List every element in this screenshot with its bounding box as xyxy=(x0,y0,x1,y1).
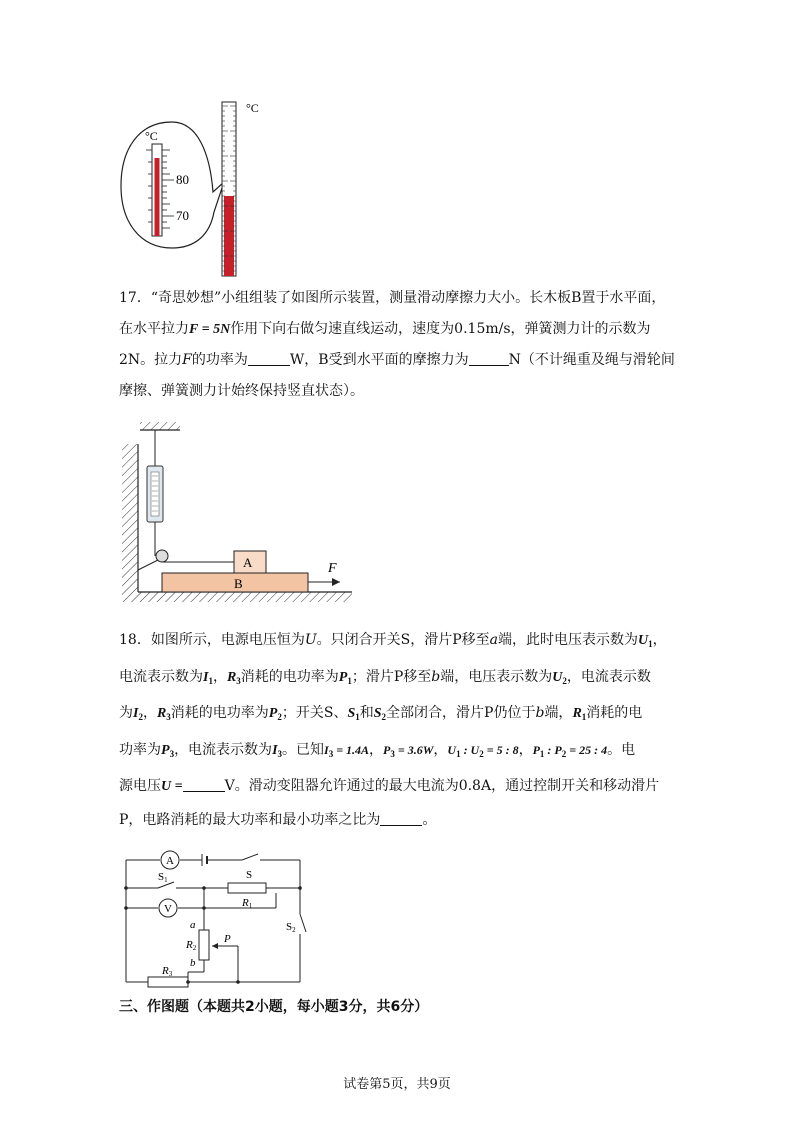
q18-given-P3-sub: 3 xyxy=(390,748,395,759)
q18-U1-sub: 1 xyxy=(648,639,653,649)
q18-I1-sub: 1 xyxy=(208,675,213,686)
q18-ratio-P-sub: 1 xyxy=(539,748,545,759)
q18-given-I3-val: = 1.4A xyxy=(333,742,370,757)
q18-given-P3: P xyxy=(383,742,391,757)
R3-label: R3 xyxy=(162,965,173,978)
question-18 xyxy=(119,624,679,836)
q18-S1-sub: 1 xyxy=(355,712,360,722)
q18-I1: I xyxy=(203,669,209,685)
q18-end-a: a xyxy=(489,632,499,648)
circuit-figure xyxy=(118,846,318,988)
q18-R3: R xyxy=(226,669,237,685)
q18-l4d: 。电 xyxy=(607,741,636,758)
q18-given-P3-val: = 3.6W xyxy=(394,742,434,757)
ammeter-label: A xyxy=(166,855,174,867)
switch-S1-label: S1 xyxy=(158,871,168,884)
q18-S1: S xyxy=(347,706,356,721)
q18-R3b-sub: 3 xyxy=(166,712,171,722)
q17-blank-power[interactable] xyxy=(248,351,290,366)
q18-l4a: 功率为 xyxy=(119,741,161,758)
q18-P1: P xyxy=(338,669,348,685)
q17-line2b: 作用下向右做匀速直线运动，速度为0.15m/s，弹簧测力计的示数为 xyxy=(230,321,651,337)
q18-l1a: ．如图所示，电源电压恒为 xyxy=(136,632,305,648)
q17-blank-friction[interactable] xyxy=(469,351,509,366)
q18-ratio-P: P xyxy=(532,742,540,757)
q18-comma2: ， xyxy=(433,741,448,758)
q18-end-b: b xyxy=(431,668,441,685)
q18-I2-sub: 2 xyxy=(138,712,143,722)
page-footer: 试卷第5页，共9页 xyxy=(343,1077,451,1092)
q18-l2f: ，电流表示数 xyxy=(566,668,651,685)
slider-P-label: P xyxy=(224,933,231,945)
end-b-label: b xyxy=(190,957,196,969)
q18-given-I3: I xyxy=(324,742,329,757)
q18-U2-sub: 2 xyxy=(562,675,567,686)
friction-apparatus-figure xyxy=(118,420,358,612)
q18-l3d: ；开关S、 xyxy=(281,705,348,721)
q18-R1-sub: 1 xyxy=(581,712,587,722)
q18-number: 18 xyxy=(119,632,137,648)
q18-U1: U xyxy=(638,633,649,648)
q18-given-I3-sub: 3 xyxy=(328,748,334,759)
q18-l2b: ， xyxy=(212,668,227,685)
q18-U2: U xyxy=(552,669,563,685)
q18-ratio-P-mid: : P xyxy=(544,742,562,757)
q18-l5a: 源电压 xyxy=(119,778,161,794)
q17-line1: ．“奇思妙想”小组组装了如图所示装置，测量滑动摩擦力大小。长木板B置于水平面， xyxy=(136,290,666,306)
q18-l1d: ， xyxy=(652,632,667,648)
q18-S2-sub: 2 xyxy=(381,712,387,722)
q17-number: 17 xyxy=(119,290,137,306)
q17-line4: 摩擦、弹簧测力计始终保持竖直状态）。 xyxy=(119,383,364,399)
q18-P2: P xyxy=(268,706,278,721)
switch-S2-label: S2 xyxy=(286,921,296,934)
switch-S-label: S xyxy=(246,869,253,881)
q18-P2-sub: 2 xyxy=(277,712,282,722)
q18-end-b2: b xyxy=(535,705,545,721)
q18-I2: I xyxy=(133,706,139,721)
q18-l4c: 。已知 xyxy=(282,741,325,758)
q18-l6b: 。 xyxy=(422,811,437,828)
section-3-heading: 三、作图题（本题共2小题，每小题3分，共6分） xyxy=(119,999,429,1015)
q18-R1: R xyxy=(572,706,582,721)
q18-P3-sub: 3 xyxy=(169,748,175,759)
q17-line3b: 的功率为 xyxy=(191,352,248,368)
q18-l2a: 电流表示数为 xyxy=(119,668,203,685)
q18-I3: I xyxy=(272,742,278,758)
q17-F: F xyxy=(182,352,192,368)
thermometer-unit: °C xyxy=(246,101,259,115)
q17-line3d: N（不计绳重及绳与滑轮间 xyxy=(508,352,675,368)
q18-comma3: ， xyxy=(518,741,533,758)
q18-l3f: 端， xyxy=(544,705,573,721)
q18-comma1: ， xyxy=(369,741,384,758)
q18-S2: S xyxy=(373,706,382,721)
force-F-label: F xyxy=(328,561,337,576)
q18-l6a: P，电路消耗的最大功率和最小功率之比为 xyxy=(119,811,381,828)
q18-l2d: ；滑片P移至 xyxy=(351,668,432,685)
q18-ratio-U-mid: : U xyxy=(460,742,480,757)
q18-R3-sub: 3 xyxy=(236,675,241,686)
q17-line3a: 2N。拉力 xyxy=(119,352,183,368)
q18-l1b: 。只闭合开关S，滑片P移至 xyxy=(316,632,490,648)
q18-l1c: 端，此时电压表示数为 xyxy=(498,632,639,648)
end-a-label: a xyxy=(190,919,196,931)
q17-line3c: W，B受到水平面的摩擦力为 xyxy=(289,352,469,368)
q18-l3a: 为 xyxy=(119,705,133,721)
zoom-tick-70: 70 xyxy=(176,208,189,223)
q17-line2a: 在水平拉力 xyxy=(119,321,189,337)
R1-label: R1 xyxy=(242,897,253,910)
q18-ratio-U: U xyxy=(447,742,457,757)
voltmeter-label: V xyxy=(164,903,172,915)
q18-I3-sub: 3 xyxy=(277,748,283,759)
question-17 xyxy=(119,283,679,407)
q18-P3: P xyxy=(161,742,170,758)
q18-ratio-P-sub2: 2 xyxy=(561,748,567,759)
q18-and: 和 xyxy=(359,705,374,721)
q18-l3b: ， xyxy=(142,705,157,721)
q18-l3g: 消耗的电 xyxy=(586,705,643,721)
board-B-label: B xyxy=(234,576,243,591)
q18-ratio-U-sub2: 2 xyxy=(479,748,484,759)
q18-ratio-P-val: = 25 : 4 xyxy=(566,742,608,757)
q18-l2c: 消耗的电功率为 xyxy=(240,668,339,685)
zoom-unit: °C xyxy=(145,129,158,143)
q18-l3e: 全部闭合，滑片P仍位于 xyxy=(386,705,536,721)
q18-l2e: 端，电压表示数为 xyxy=(440,668,553,685)
zoom-tick-80: 80 xyxy=(176,172,189,187)
q18-P1-sub: 1 xyxy=(347,675,352,686)
q18-l4b: ，电流表示数为 xyxy=(174,741,273,758)
q18-ratio-U-sub: 1 xyxy=(456,748,461,759)
q17-force-value: F = 5N xyxy=(189,322,231,337)
q18-blank-ratio[interactable] xyxy=(380,811,422,826)
q18-l5b: V。滑动变阻器允许通过的最大电流为0.8A，通过控制开关和移动滑片 xyxy=(224,778,660,794)
q18-R3b: R xyxy=(156,706,167,721)
q18-ratio-U-val: = 5 : 8 xyxy=(483,742,519,757)
block-A-label: A xyxy=(243,555,253,570)
q18-l3c: 消耗的电功率为 xyxy=(170,705,269,721)
q18-blank-voltage[interactable] xyxy=(183,777,225,792)
q18-U: U xyxy=(304,632,317,648)
thermometer-figure xyxy=(118,100,278,280)
R2-label: R2 xyxy=(186,939,197,952)
q18-U-eq: U = xyxy=(161,779,183,794)
